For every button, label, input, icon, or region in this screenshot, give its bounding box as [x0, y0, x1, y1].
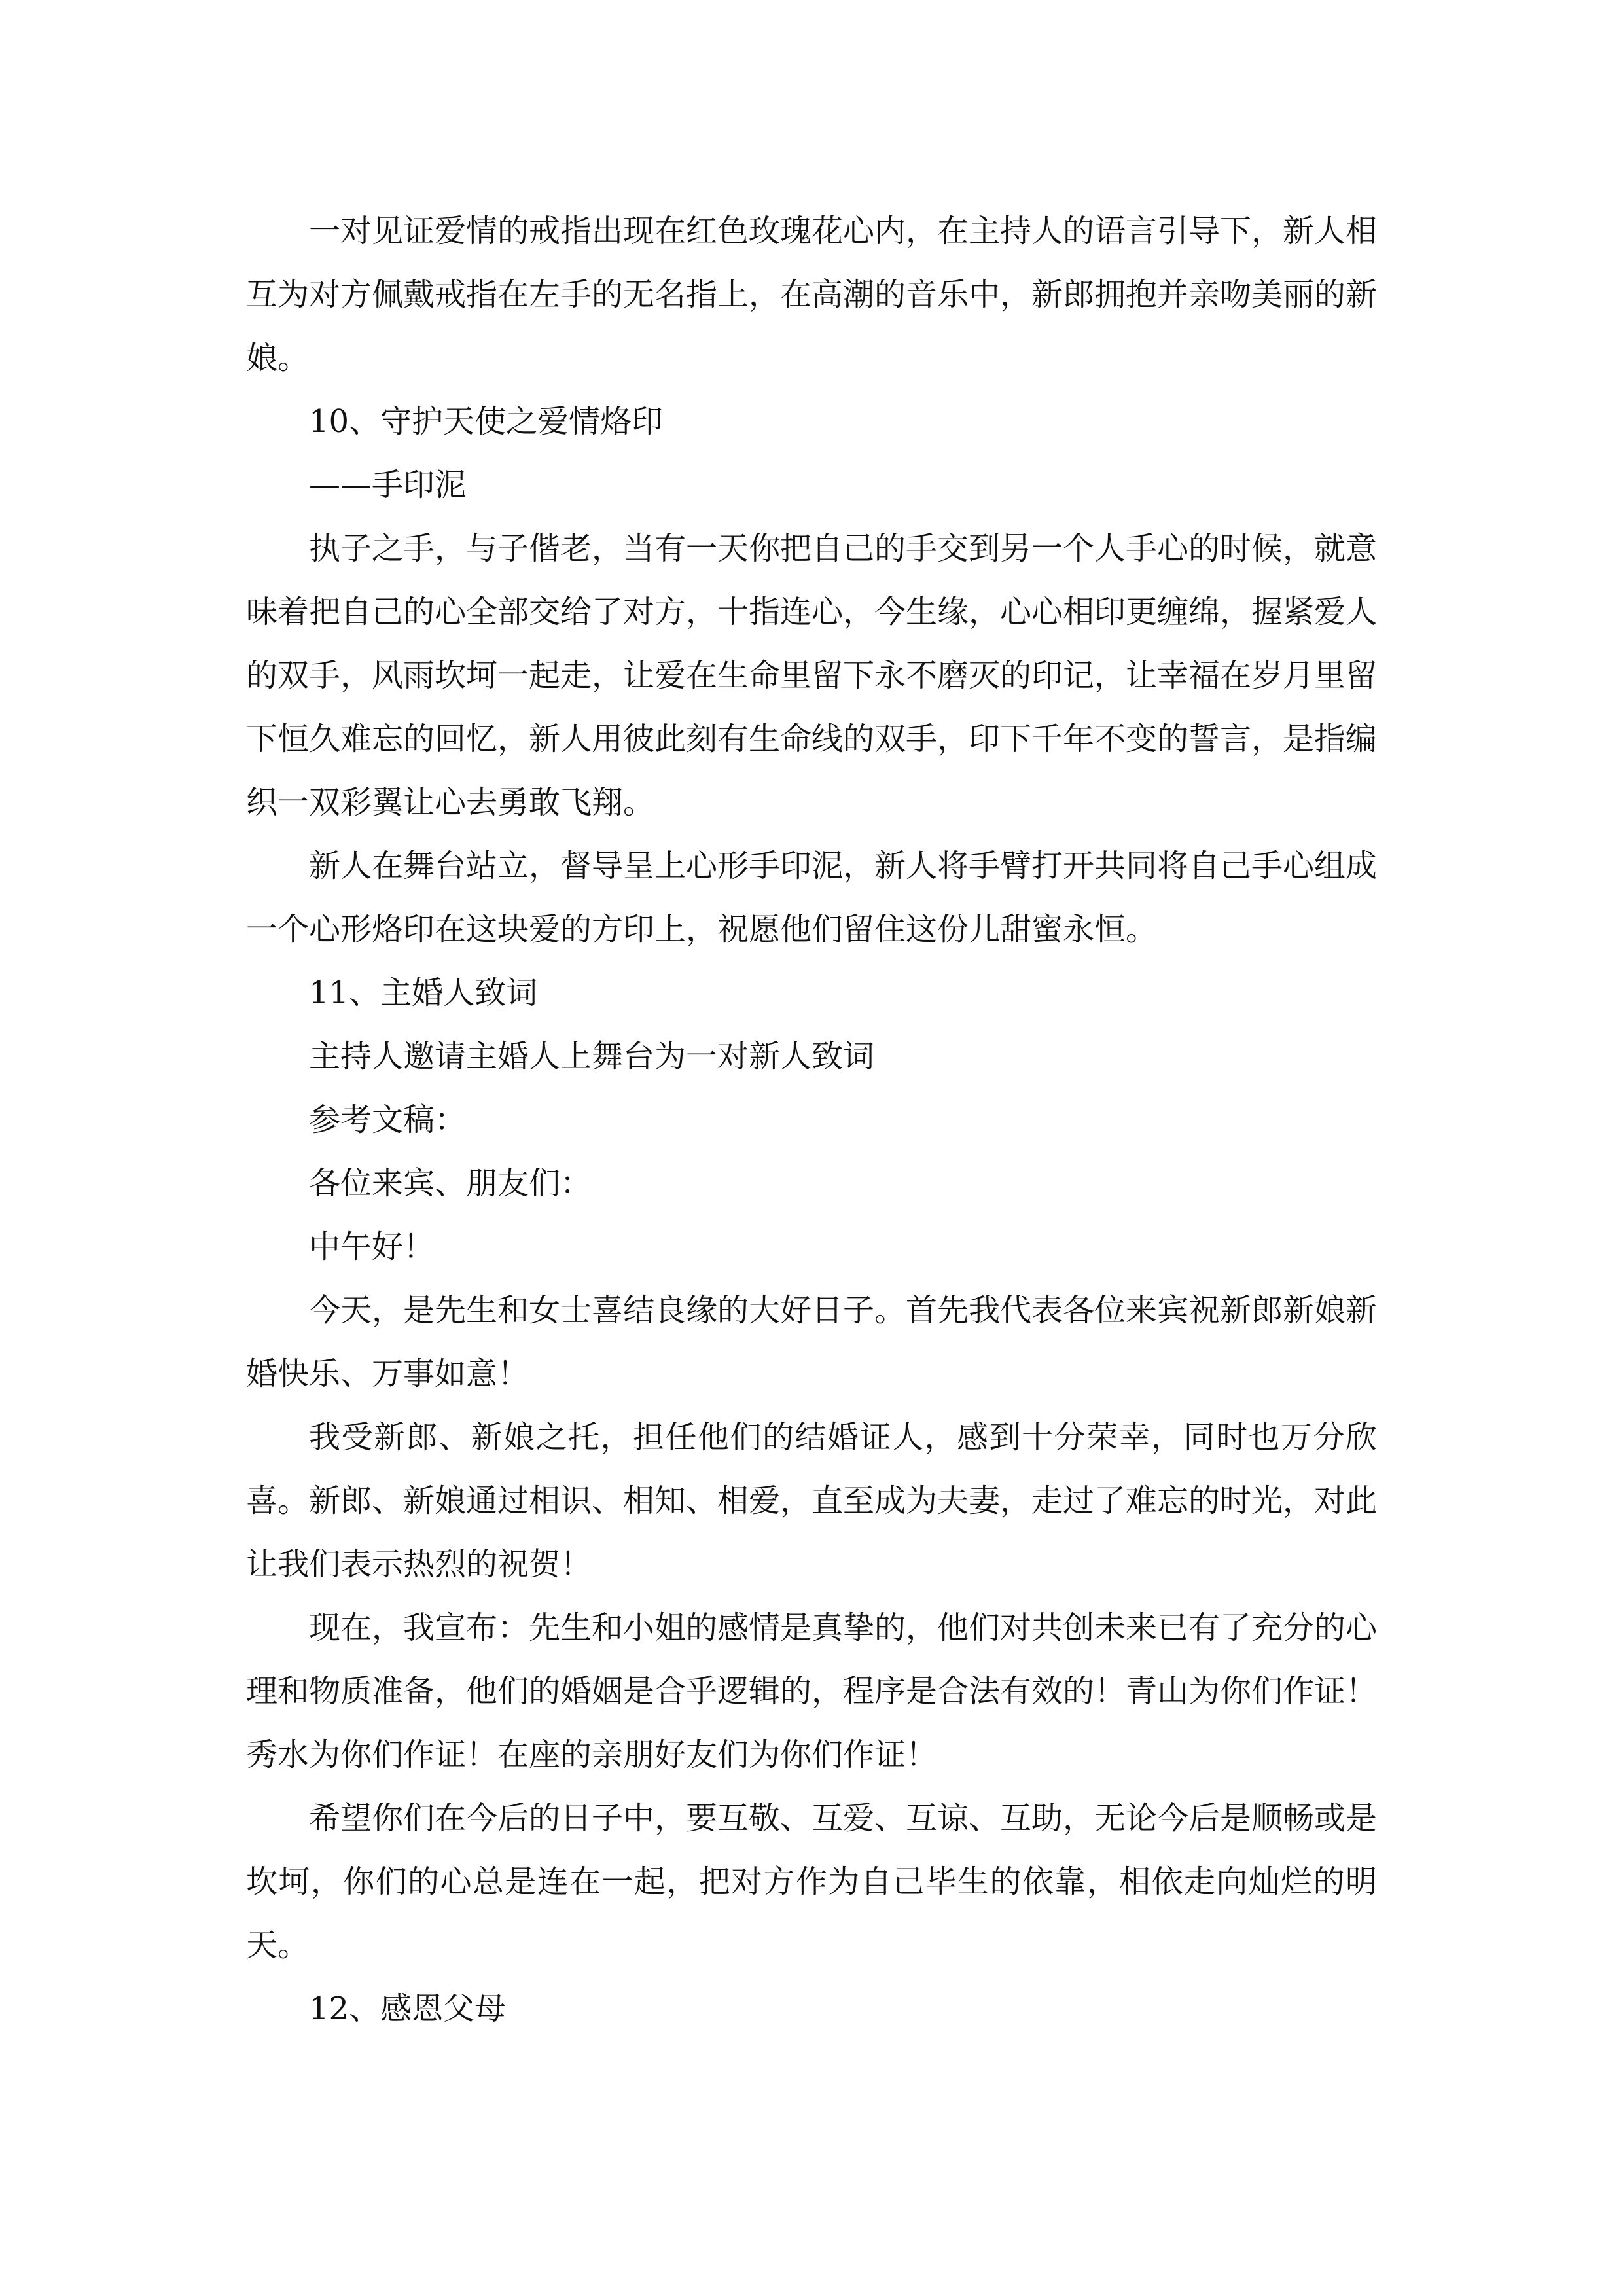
body-paragraph: 参考文稿： — [309, 1102, 467, 1138]
body-paragraph: 我受新郎、新娘之托，担任他们的结婚证人，感到十分荣幸，同时也万分欣喜。新郎、新娘通过相识、相知、相爱，直至成为夫妻，走过了难忘的时光，对此让我们表示热烈的祝贺！ — [246, 1419, 1378, 1583]
body-paragraph: 各位来宾、朋友们： — [309, 1165, 592, 1202]
body-paragraph: 主持人邀请主婚人上舞台为一对新人致词 — [309, 1038, 875, 1075]
section-heading: 12、感恩父母 — [309, 1990, 507, 2027]
body-paragraph: 今天，是先生和女士喜结良缘的大好日子。首先我代表各位来宾祝新郎新娘新婚快乐、万事如意！ — [246, 1292, 1378, 1392]
section-heading: 10、守护天使之爱情烙印 — [309, 403, 664, 440]
body-paragraph: 新人在舞台站立，督导呈上心形手印泥，新人将手臂打开共同将自己手心组成一个心形烙印在这块爱的方印上，祝愿他们留住这份儿甜蜜永恒。 — [246, 848, 1378, 948]
body-paragraph: 中午好！ — [309, 1229, 435, 1265]
section-subheading: ——手印泥 — [309, 467, 467, 503]
document-body — [246, 200, 1377, 2041]
section-heading: 11、主婚人致词 — [309, 975, 538, 1011]
body-paragraph: 执子之手，与子偕老，当有一天你把自己的手交到另一个人手心的时候，就意味着把自己的心全部交给了对方，十指连心，今生缘，心心相印更缠绵，握紧爱人的双手，风雨坎坷一起走，让爱在生命里留下永不磨灭的印记，让幸福在岁月里留下恒久难忘的回忆，新人用彼此刻有生命线的双手，印下千年不变的誓言，是指编织一双彩翼让心去勇敢飞翔。 — [246, 530, 1378, 821]
body-paragraph: 现在，我宣布：先生和小姐的感情是真挚的，他们对共创未来已有了充分的心理和物质准备，他们的婚姻是合乎逻辑的，程序是合法有效的！青山为你们作证！秀水为你们作证！在座的亲朋好友们为你们作证！ — [246, 1609, 1378, 1773]
body-paragraph: 希望你们在今后的日子中，要互敬、互爱、互谅、互助，无论今后是顺畅或是坎坷，你们的心总是连在一起，把对方作为自己毕生的依靠，相依走向灿烂的明天。 — [246, 1800, 1378, 1964]
body-paragraph: 一对见证爱情的戒指出现在红色玫瑰花心内，在主持人的语言引导下，新人相互为对方佩戴戒指在左手的无名指上，在高潮的音乐中，新郎拥抱并亲吻美丽的新娘。 — [246, 213, 1378, 376]
